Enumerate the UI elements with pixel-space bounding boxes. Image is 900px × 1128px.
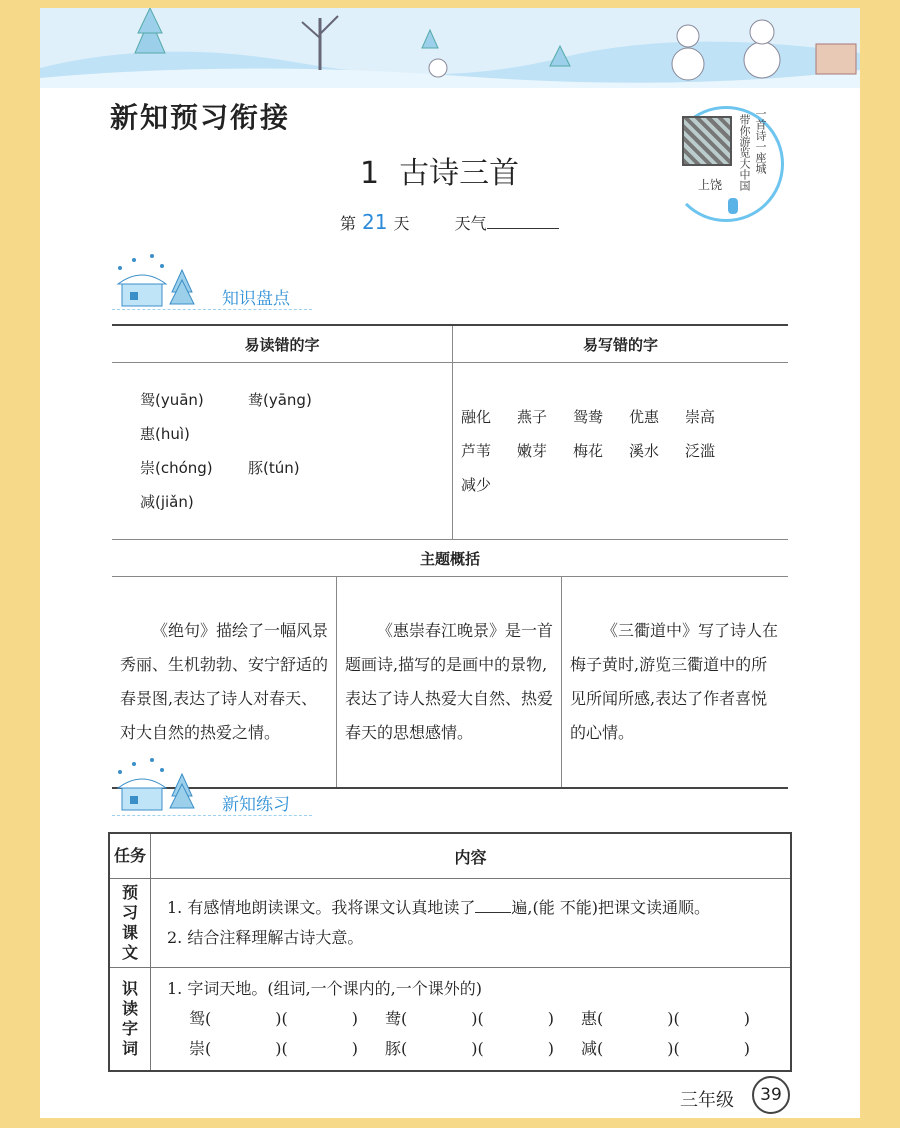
snow-house-icon <box>112 756 222 816</box>
knowledge-heading-line <box>112 308 312 310</box>
qr-code-icon[interactable] <box>682 116 732 166</box>
day-line <box>340 210 559 234</box>
section-title: 新知预习衔接 <box>110 101 291 134</box>
write-item: 鸳鸯 <box>573 408 604 426</box>
knowledge-table <box>112 324 788 789</box>
theme-cell: 《三衢道中》写了诗人在梅子黄时,游览三衢道中的所见所闻所感,表达了作者喜悦的心情。 <box>562 577 789 787</box>
write-row <box>461 468 788 502</box>
vocab-char: 减 <box>581 1039 598 1058</box>
task-cell <box>109 879 151 968</box>
easy-write-cell <box>453 363 789 540</box>
pron-item: 崇(chóng) <box>140 459 213 477</box>
pron-item: 鸳(yuān) <box>140 391 204 409</box>
pron-row <box>140 451 452 519</box>
qr-city: 上饶 <box>698 178 723 192</box>
write-item: 减少 <box>461 476 492 494</box>
lesson-name: 古诗三首 <box>399 156 520 191</box>
col-read-header: 易读错的字 <box>112 325 453 363</box>
vocab-char: 崇 <box>189 1039 206 1058</box>
vocab-instruction: 1. 字词天地。(组词,一个课内的,一个课外的) <box>167 979 483 998</box>
lesson-title <box>360 148 519 192</box>
theme-header: 主题概括 <box>112 540 788 577</box>
task-label: 识读字词 <box>121 979 138 1058</box>
pron-item: 惠(huì) <box>140 425 190 443</box>
write-item: 嫩芽 <box>517 442 548 460</box>
pron-item: 鸯(yāng) <box>248 391 312 409</box>
weather-blank[interactable] <box>487 214 559 229</box>
write-item: 泛滥 <box>685 442 716 460</box>
write-item: 溪水 <box>629 442 660 460</box>
theme-cell: 《绝句》描绘了一幅风景秀丽、生机勃勃、安宁舒适的春景图,表达了诗人对春天、对大自然的热爱之情。 <box>120 621 329 742</box>
preview-text-b: 遍,(能 不能)把课文读通顺。 <box>511 898 711 917</box>
write-item: 融化 <box>461 408 492 426</box>
write-item: 崇高 <box>685 408 716 426</box>
qr-pin-icon <box>728 198 738 214</box>
write-row <box>461 400 788 434</box>
task-cell <box>109 968 151 1072</box>
page-number: 39 <box>752 1076 790 1114</box>
day-prefix: 第 <box>340 214 357 233</box>
practice-table <box>108 832 792 1072</box>
qr-slogan-left: 带你游览大中国 <box>738 114 751 191</box>
practice-heading-line <box>112 814 312 816</box>
vocab-char: 鸳 <box>189 1009 206 1028</box>
pronunciation-cell <box>112 363 453 540</box>
grade-label: 三年级 <box>680 1090 734 1111</box>
qr-slogan-right: 一首诗一座城 <box>754 108 767 174</box>
pron-item: 减(jiǎn) <box>140 493 194 511</box>
theme-cell: 《惠崇春江晚景》是一首题画诗,描写的是画中的景物,表达了诗人热爱大自然、热爱春天的思想感情。 <box>337 577 562 787</box>
write-item: 梅花 <box>573 442 604 460</box>
vocab-char: 惠 <box>581 1009 598 1028</box>
col-task-header: 任务 <box>109 833 151 879</box>
vocab-char: 鸯 <box>385 1009 402 1028</box>
content-cell <box>151 879 792 968</box>
pron-item: 豚(tún) <box>248 459 300 477</box>
preview-item-1 <box>167 893 780 923</box>
pron-row <box>140 383 452 451</box>
read-count-blank[interactable] <box>475 896 511 913</box>
day-suffix: 天 <box>393 214 410 233</box>
write-row <box>461 434 788 468</box>
lesson-number: 1 <box>360 156 380 191</box>
content-cell <box>151 968 792 1072</box>
workbook-page <box>40 8 860 1118</box>
preview-item-2: 2. 结合注释理解古诗大意。 <box>167 928 364 947</box>
vocab-row: 崇( )( ) 豚( )( ) 减( )( ) <box>189 1039 750 1058</box>
weather-label: 天气 <box>454 214 487 233</box>
write-item: 芦苇 <box>461 442 492 460</box>
winter-banner <box>40 8 860 88</box>
knowledge-heading: 知识盘点 <box>222 289 290 309</box>
vocab-char: 豚 <box>385 1039 402 1058</box>
col-content-header: 内容 <box>151 833 792 879</box>
qr-badge[interactable] <box>660 98 810 228</box>
practice-heading: 新知练习 <box>222 795 290 815</box>
write-item: 优惠 <box>629 408 660 426</box>
task-label: 预习课文 <box>121 883 138 962</box>
vocab-row: 鸳( )( ) 鸯( )( ) 惠( )( ) <box>189 1009 750 1028</box>
col-write-header: 易写错的字 <box>453 325 789 363</box>
snow-house-icon <box>112 252 222 312</box>
preview-text-a: 1. 有感情地朗读课文。我将课文认真地读了 <box>167 898 476 917</box>
write-item: 燕子 <box>517 408 548 426</box>
day-number: 21 <box>362 210 388 234</box>
